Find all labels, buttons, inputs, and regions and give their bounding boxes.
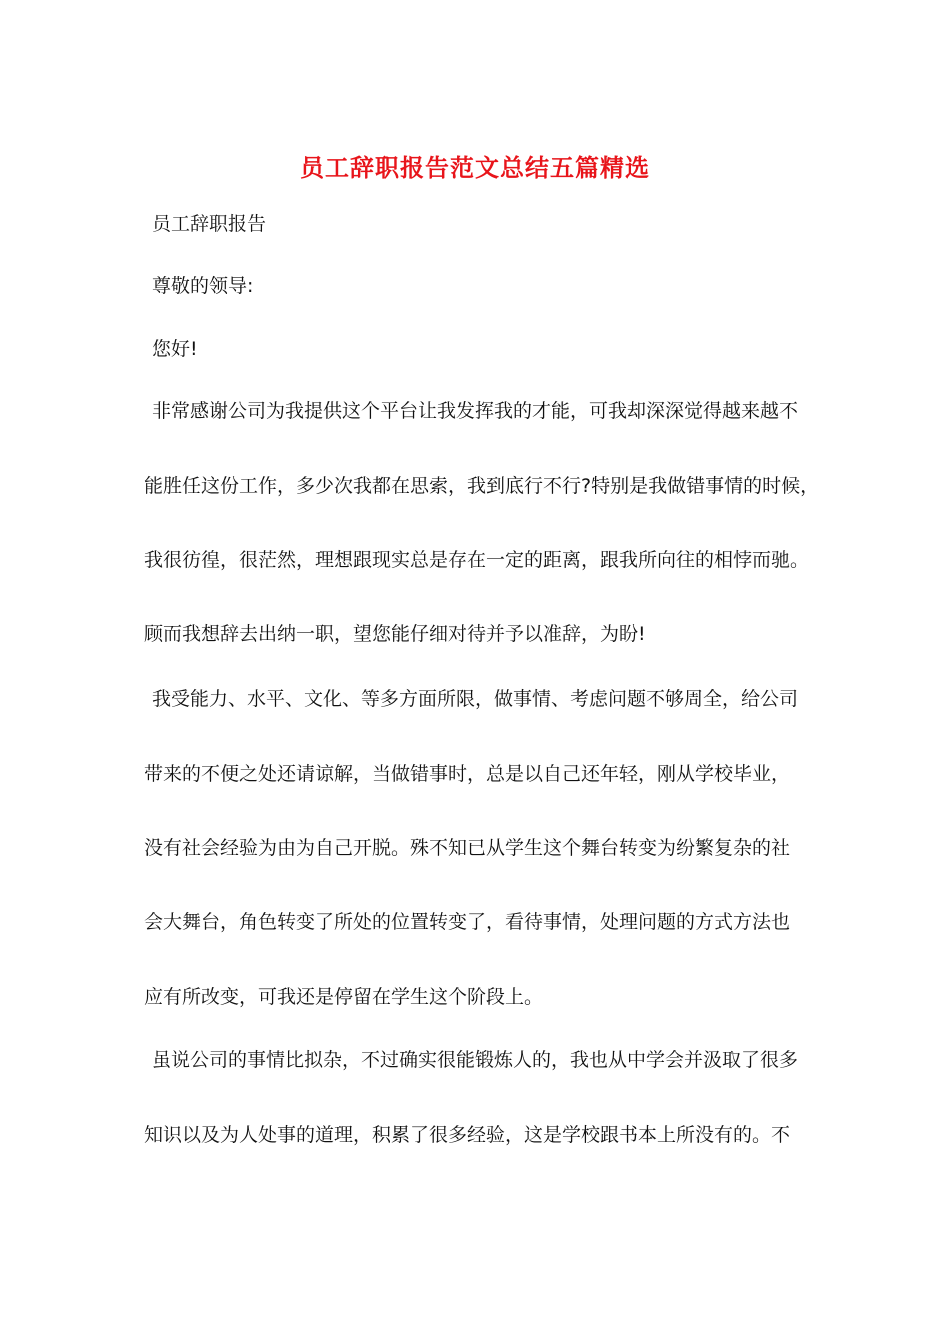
text-line: 没有社会经验为由为自己开脱。殊不知已从学生这个舞台转变为纷繁复杂的社	[144, 837, 791, 859]
greeting-line: 您好!	[152, 338, 198, 360]
text-line: 顾而我想辞去出纳一职，望您能仔细对待并予以准辞，为盼!	[144, 623, 646, 645]
text-line: 我很彷徨，很茫然，理想跟现实总是存在一定的距离，跟我所向往的相悖而驰。	[144, 549, 810, 571]
paragraph-heading: 员工辞职报告	[152, 213, 267, 235]
salutation-line: 尊敬的领导:	[152, 275, 254, 297]
text-line: 能胜任这份工作，多少次我都在思索，我到底行不行?特别是我做错事情的时候，	[144, 475, 820, 497]
text-line: 非常感谢公司为我提供这个平台让我发挥我的才能，可我却深深觉得越来越不	[152, 400, 799, 422]
text-line: 知识以及为人处事的道理，积累了很多经验，这是学校跟书本上所没有的。不	[144, 1124, 791, 1146]
text-line: 会大舞台，角色转变了所处的位置转变了，看待事情，处理问题的方式方法也	[144, 911, 791, 933]
text-line: 虽说公司的事情比拟杂，不过确实很能锻炼人的，我也从中学会并汲取了很多	[152, 1049, 799, 1071]
text-line: 应有所改变，可我还是停留在学生这个阶段上。	[144, 986, 544, 1008]
document-title: 员工辞职报告范文总结五篇精选	[300, 153, 650, 182]
text-line: 我受能力、水平、文化、等多方面所限，做事情、考虑问题不够周全，给公司	[152, 688, 799, 710]
text-line: 带来的不便之处还请谅解，当做错事时，总是以自己还年轻，刚从学校毕业，	[144, 763, 791, 785]
